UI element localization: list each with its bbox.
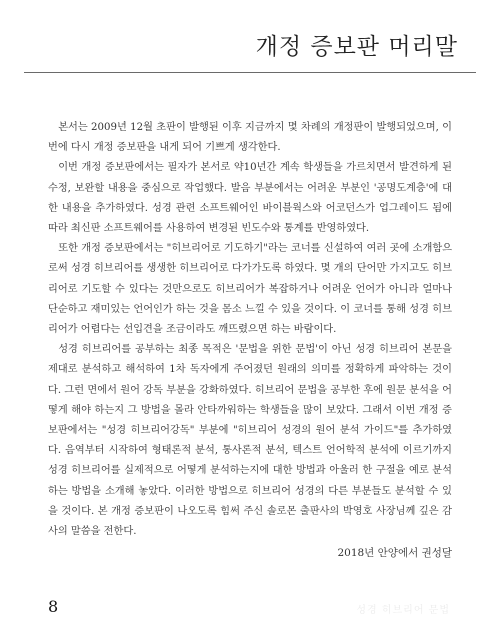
author-signature: 2018년 안양에서 권성달 <box>337 547 452 559</box>
paragraph-4: 성경 히브리어를 공부하는 최종 목적은 '문법을 위한 문법'이 아닌 성경 히브리어 본문을 제대로 분석하고 해석하여 1차 독자에게 주어졌던 원래의 의미를 정확하게 파악하는 것이다. 그런 면에서 원어 강독 부분을 강화하였다. 히브리어 문법을 공부한 후에 원문 분석을 어떻게 해야 하는지 그 방법을 몰라 안타까워하는 학생들을 많이 보았다. 그래서 이번 개정 증보판에서는 "성경 히브리어강독" 부분에 "히브리어 성경의 원어 분석 가이드"를 추가하였다. 음역부터 시작하여 형태론적 분석, 통사론적 분석, 텍스트 언어학적 분석에 이르기까지 성경 히브리어를 실제적으로 어떻게 분석하는지에 대한 방법과 아울러 한 구절을 예로 분석하는 방법을 소개해 놓았다. 이러한 방법으로 히브리어 성경의 다른 부분들도 분석할 수 있을 것이다. 본 개정 증보판이 나오도록 힘써 주신 솔로몬 출판사의 박영호 사장님께 깊은 감사의 말씀을 전한다. <box>48 344 452 538</box>
footer-watermark: 성경 히브리어 문법 <box>356 605 450 616</box>
page-title: 개정 증보판 머리말 <box>255 34 458 60</box>
paragraph-1: 본서는 2009년 12월 초판이 발행된 이후 지금까지 몇 차례의 개정판이 발행되었으며, 이번에 다시 개정 증보판을 내게 되어 기쁘게 생각한다. <box>48 122 452 154</box>
paragraph-2: 이번 개정 증보판에서는 필자가 본서로 약10년간 계속 학생들을 가르치면서 발견하게 된 수정, 보완할 내용을 중심으로 작업했다. 발음 부분에서는 어려운 부분인 '공명도계층'에 대한 내용을 추가하였다. 성경 관련 소프트웨어인 바이블웍스와 어코던스가 업그레이드 됨에 따라 최신판 소프트웨어를 사용하여 변경된 빈도수와 통계를 반영하였다. <box>48 162 452 235</box>
title-divider <box>24 72 476 73</box>
preface-body <box>48 118 452 542</box>
page-number: 8 <box>48 597 59 616</box>
paragraph-3: 또한 개정 증보판에서는 "히브리어로 기도하기"라는 코너를 신설하여 여러 곳에 소개함으로써 성경 히브리어를 생생한 히브리어로 다가가도록 하였다. 몇 개의 단어만 가지고도 히브리어로 기도할 수 있다는 것만으로도 히브리어가 복잡하거나 어려운 언어가 아니라 얼마나 단순하고 재미있는 언어인가 하는 것을 몸소 느낄 수 있을 것이다. 이 코너를 통해 성경 히브리어가 어렵다는 선입견을 조금이라도 깨뜨렸으면 하는 바람이다. <box>48 243 452 336</box>
